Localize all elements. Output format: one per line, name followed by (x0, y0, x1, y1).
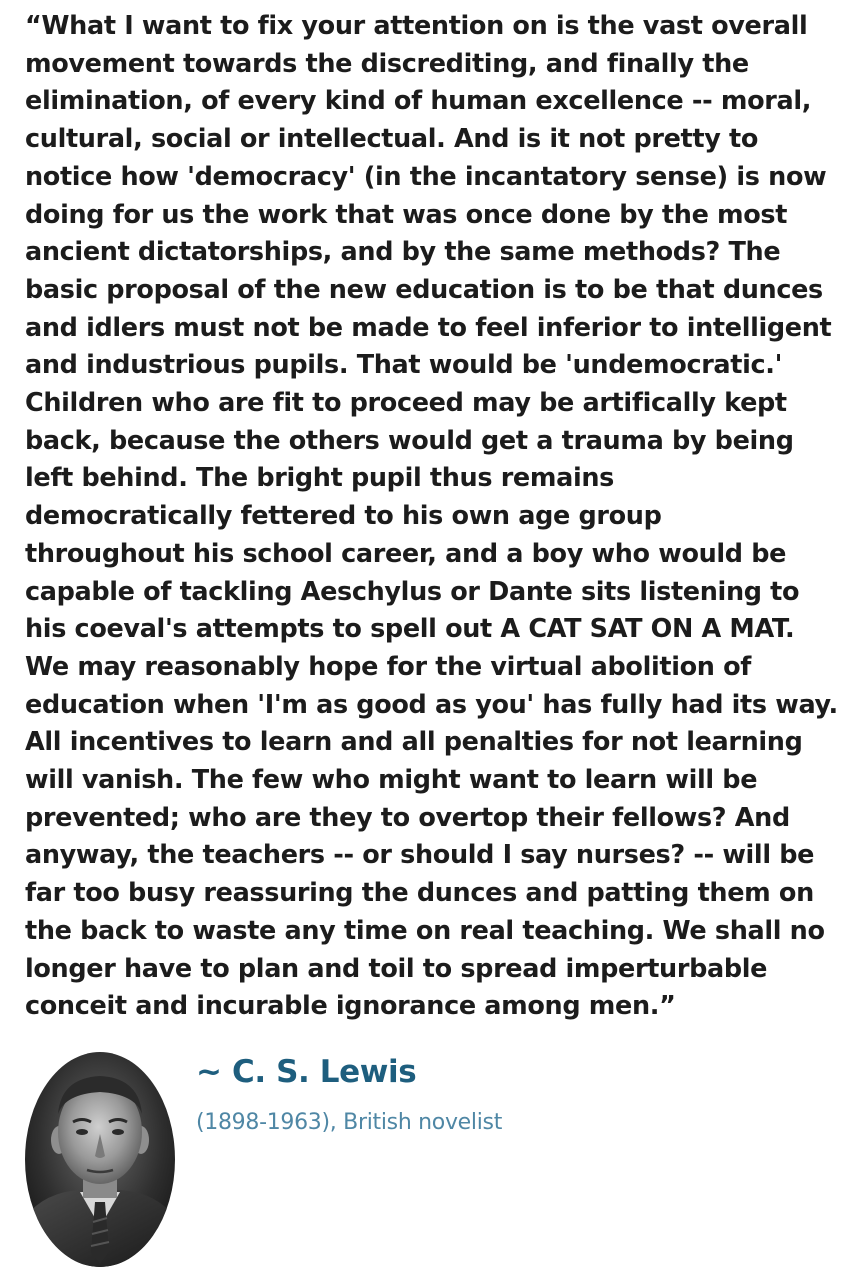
quote-line: left behind. The bright pupil thus remains (25, 463, 614, 494)
quote-line: notice how 'democracy' (in the incantatory sense) is now (25, 161, 827, 192)
portrait-illustration (25, 1052, 175, 1267)
quote-line: capable of tackling Aeschylus or Dante sits listening to (25, 576, 800, 607)
quote-line: All incentives to learn and all penalties for not learning (25, 727, 803, 758)
quote-line: the back to waste any time on real teaching. We shall no (25, 915, 825, 946)
quote-line: throughout his school career, and a boy who would be (25, 538, 787, 569)
quote-line: “What I want to fix your attention on is the vast overall (25, 11, 808, 41)
author-name: ~ C. S. Lewis (196, 1054, 417, 1090)
author-description: (1898-1963), British novelist (196, 1110, 503, 1135)
quote-line: anyway, the teachers -- or should I say nurses? -- will be (25, 840, 815, 871)
quote-line: far too busy reassuring the dunces and patting them on (25, 878, 814, 909)
quote-line: prevented; who are they to overtop their fellows? And (25, 802, 790, 833)
quote-line: doing for us the work that was once done by the most (25, 199, 788, 230)
quote-line: and idlers must not be made to feel inferior to intelligent (25, 312, 832, 343)
quote-line: Children who are fit to proceed may be artifically kept (25, 388, 787, 419)
quote-line: basic proposal of the new education is to be that dunces (25, 274, 823, 305)
quote-line: movement towards the discrediting, and finally the (25, 48, 749, 79)
quote-line: We may reasonably hope for the virtual abolition of (25, 651, 752, 682)
author-portrait (25, 1052, 175, 1267)
quote-line: longer have to plan and toil to spread imperturbable (25, 953, 768, 984)
quote-line: elimination, of every kind of human excellence -- moral, (25, 86, 812, 117)
quote-text (25, 8, 855, 1026)
quote-line: back, because the others would get a trauma by being (25, 425, 794, 456)
author-block (0, 1040, 861, 1280)
quote-line: and industrious pupils. That would be 'undemocratic.' (25, 350, 783, 381)
quote-line: conceit and incurable ignorance among men.” (25, 991, 676, 1022)
quote-line: ancient dictatorships, and by the same methods? The (25, 237, 781, 268)
quote-line: education when 'I'm as good as you' has fully had its way. (25, 689, 838, 720)
quote-line: cultural, social or intellectual. And is it not pretty to (25, 124, 759, 155)
quote-line: his coeval's attempts to spell out A CAT SAT ON A MAT. (25, 614, 795, 645)
quote-line: will vanish. The few who might want to learn will be (25, 765, 758, 796)
quote-line: democratically fettered to his own age group (25, 501, 662, 532)
